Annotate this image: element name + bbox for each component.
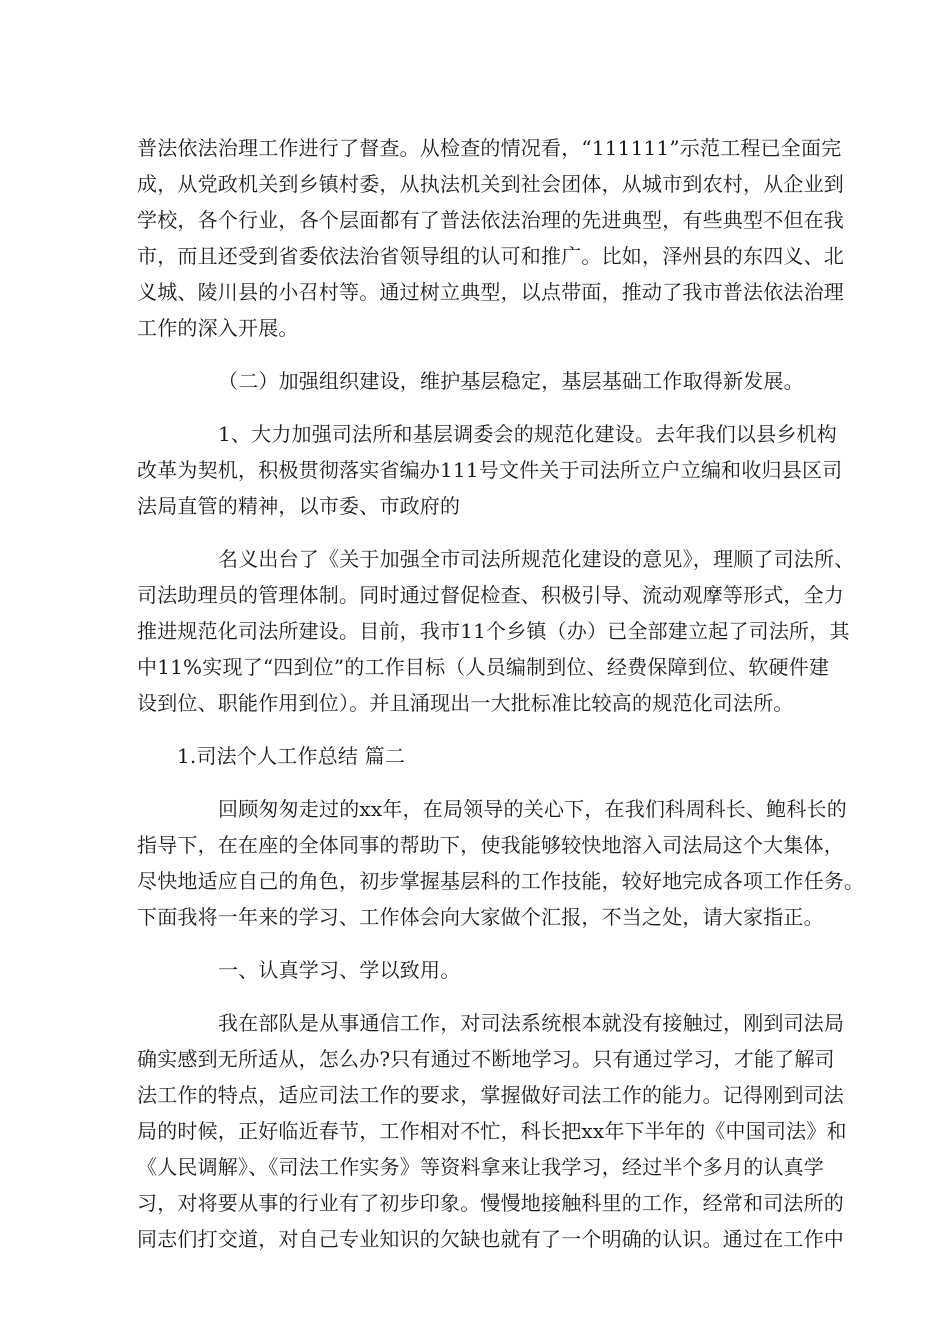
text-line: 市，而且还受到省委依法治省领导组的认可和推广。比如，泽州县的东四义、北 bbox=[137, 244, 844, 268]
text-line: 改革为契机，积极贯彻落实省编办111号文件关于司法所立户立编和收归县区司 bbox=[137, 458, 843, 482]
text-line: 名义出台了《关于加强全市司法所规范化建设的意见》，理顺了司法所、 bbox=[218, 547, 855, 571]
text-line: 学校，各个行业，各个层面都有了普法依法治理的先进典型，有些典型不但在我 bbox=[137, 208, 844, 232]
section-heading: （二）加强组织建设，维护基层稳定，基层基础工作取得新发展。 bbox=[218, 369, 804, 393]
text-line: 《人民调解》、《司法工作实务》等资料拿来让我学习，经过半个多月的认真学 bbox=[137, 1155, 824, 1179]
text-line: 下面我将一年来的学习、工作体会向大家做个汇报，不当之处，请大家指正。 bbox=[137, 905, 824, 929]
text-line: 同志们打交道，对自己专业知识的欠缺也就有了一个明确的认识。通过在工作中 bbox=[137, 1227, 844, 1251]
text-line: 1、大力加强司法所和基层调委会的规范化建设。去年我们以县乡机构 bbox=[218, 422, 837, 446]
text-line: 法局直管的精神，以市委、市政府的 bbox=[137, 494, 461, 518]
text-line: 确实感到无所适从，怎么办?只有通过不断地学习。只有通过学习，才能了解司 bbox=[137, 1047, 835, 1071]
text-line: 尽快地适应自己的角色，初步掌握基层科的工作技能，较好地完成各项工作任务。 bbox=[137, 869, 865, 893]
article-heading: 1.司法个人工作总结 篇二 bbox=[177, 744, 406, 768]
text-line: 指导下，在在座的全体同事的帮助下，使我能够较快地溶入司法局这个大集体， bbox=[137, 833, 844, 857]
text-line: 成，从党政机关到乡镇村委，从执法机关到社会团体，从城市到农村，从企业到 bbox=[137, 172, 844, 196]
text-line: 我在部队是从事通信工作，对司法系统根本就没有接触过，刚到司法局 bbox=[218, 1011, 845, 1035]
text-line: 推进规范化司法所建设。目前，我市11个乡镇（办）已全部建立起了司法所，其 bbox=[137, 619, 850, 643]
text-line: 工作的深入开展。 bbox=[137, 316, 299, 340]
section-heading: 一、认真学习、学以致用。 bbox=[218, 958, 461, 982]
text-line: 义城、陵川县的小召村等。通过树立典型，以点带面，推动了我市普法依法治理 bbox=[137, 280, 844, 304]
text-line: 司法助理员的管理体制。同时通过督促检查、积极引导、流动观摩等形式，全力 bbox=[137, 583, 844, 607]
text-line: 习，对将要从事的行业有了初步印象。慢慢地接触科里的工作，经常和司法所的 bbox=[137, 1191, 844, 1215]
text-line: 回顾匆匆走过的xx年，在局领导的关心下，在我们科周科长、鲍科长的 bbox=[218, 797, 847, 821]
text-line: 中11%实现了“四到位”的工作目标（人员编制到位、经费保障到位、软硬件建 bbox=[137, 655, 830, 679]
text-line: 设到位、职能作用到位）。并且涌现出一大批标准比较高的规范化司法所。 bbox=[137, 691, 794, 715]
text-line: 普法依法治理工作进行了督查。从检查的情况看，“111111”示范工程已全面完 bbox=[137, 136, 842, 160]
text-line: 局的时候，正好临近春节，工作相对不忙，科长把xx年下半年的《中国司法》和 bbox=[137, 1119, 847, 1143]
text-line: 法工作的特点，适应司法工作的要求，掌握做好司法工作的能力。记得刚到司法 bbox=[137, 1083, 844, 1107]
